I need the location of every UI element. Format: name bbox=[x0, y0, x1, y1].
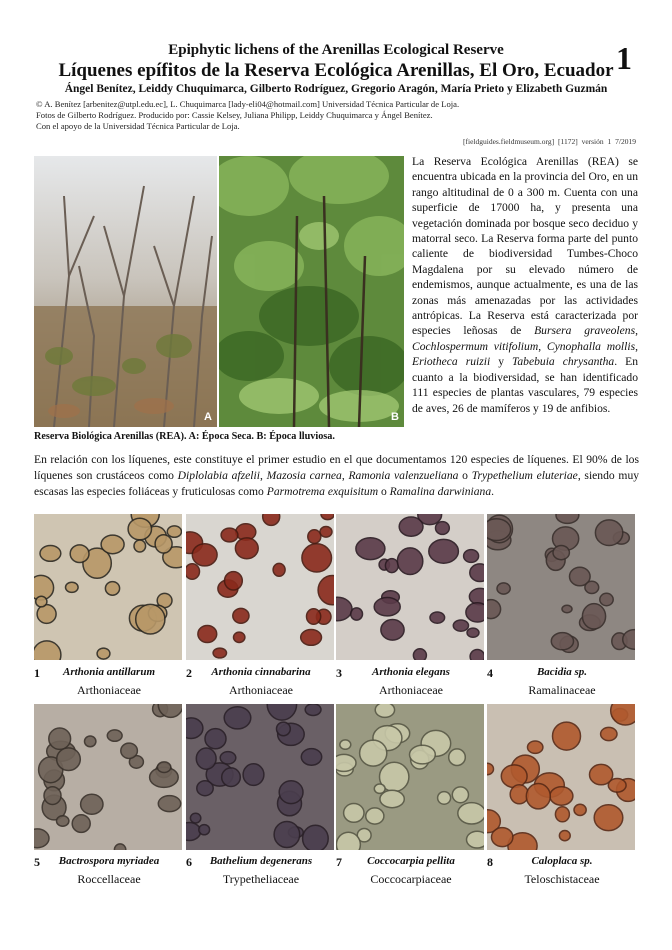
species-name: Bacidia sp. bbox=[536, 666, 588, 678]
credit-line-2: Fotos de Gilberto Rodríguez. Producido por: Cassie Kelsey, Juliana Philipp, Leiddy Chuquimarca y Ángel Benítez. bbox=[36, 110, 433, 120]
species-number: 7 bbox=[336, 855, 342, 869]
species-photo bbox=[487, 704, 635, 850]
species-photo bbox=[336, 514, 484, 660]
credit-line-1: © A. Benítez [arbenitez@utpl.edu.ec], L. Chuquimarca [lady-eli04@hotmail.com] Universidad Técnica Particular de Loja. bbox=[36, 99, 460, 109]
species-family: Teloschistaceae bbox=[524, 872, 600, 886]
species-photo bbox=[487, 514, 635, 660]
photo-label-b: B bbox=[391, 411, 399, 423]
species-family: Roccellaceae bbox=[77, 872, 141, 886]
ref-id: [1172] bbox=[557, 137, 578, 146]
species-family: Arthoniaceae bbox=[77, 683, 141, 697]
species-number: 8 bbox=[487, 855, 493, 869]
species-photo bbox=[34, 704, 182, 850]
species-photo bbox=[186, 514, 334, 660]
intro-paragraph: La Reserva Ecológica Arenillas (REA) se encuentra ubicada en la provincia del Oro, en un rango altitudinal de 0 a 300 m. Cuenta con una superficie de 17000 ha, y presenta una vegetación dominada por bosque seco deciduo y matorral seco. La Reserva forma parte del punto caliente de biodiversidad Tumbes-Choco Magdalena por su elevado número de endemismos, aunque actualmente, es una de las zonas más amenazadas por las actividades antrópicas. La Reserva está caracterizada por especies leñosas de Bursera graveolens, Cochlospermum vitifolium, Cynophalla mollis, Eriotheca ruizii y Tabebuia chrysantha. En cuanto a la biodiversidad, se han identificado 111 especies de plantas vasculares, 79 especies de aves, 26 de mamíferos y 19 de anfibios. bbox=[412, 155, 639, 415]
species-family: Coccocarpiaceae bbox=[370, 872, 452, 886]
species-photo bbox=[34, 514, 182, 660]
species-number: 4 bbox=[487, 666, 493, 680]
species-family: Ramalinaceae bbox=[528, 683, 596, 697]
species-number: 1 bbox=[34, 666, 40, 680]
habitat-photo-dry-season bbox=[34, 156, 217, 427]
photo-label-a: A bbox=[204, 411, 212, 423]
species-family: Trypetheliaceae bbox=[222, 872, 300, 886]
lichens-paragraph: En relación con los líquenes, este constituye el primer estudio en el que documentamos 120 especies de líquenes. El 90% de los líquenes son crustáceos como Diplolabia afzelii, Mazosia carnea, Ramonia valenzueliana o Trypethelium eluteriae, siendo muy escasas las especies foliáceas y fruticulosas como Parmotrema exquisitum o Ramalina darwiniana. bbox=[34, 453, 640, 498]
species-family: Arthoniaceae bbox=[229, 683, 293, 697]
ref-site: [fieldguides.fieldmuseum.org] bbox=[463, 137, 555, 146]
species-family: Arthoniaceae bbox=[379, 683, 443, 697]
page-number: 1 bbox=[616, 40, 632, 76]
species-photo bbox=[336, 704, 484, 850]
species-name: Coccocarpia pellita bbox=[367, 855, 455, 867]
habitat-caption: Reserva Biológica Arenillas (REA). A: Época Seca. B: Época lluviosa. bbox=[34, 431, 335, 442]
species-name: Arthonia cinnabarina bbox=[211, 666, 311, 678]
species-name: Caloplaca sp. bbox=[531, 855, 593, 867]
species-photo bbox=[186, 704, 334, 850]
title-english: Epiphytic lichens of the Arenillas Ecological Reserve bbox=[168, 42, 504, 58]
habitat-photo-rainy-season bbox=[219, 156, 404, 427]
species-number: 6 bbox=[186, 855, 192, 869]
species-number: 2 bbox=[186, 666, 192, 680]
reference-line bbox=[463, 137, 636, 146]
species-number: 5 bbox=[34, 855, 40, 869]
ref-date: 7/2019 bbox=[615, 137, 636, 146]
species-name: Bactrospora myriadea bbox=[58, 855, 160, 867]
ref-version: versión 1 bbox=[581, 137, 612, 146]
species-name: Arthonia antillarum bbox=[62, 666, 155, 678]
authors: Ángel Benítez, Leiddy Chuquimarca, Gilberto Rodríguez, Gregorio Aragón, María Prieto y Elizabeth Guzmán bbox=[64, 83, 608, 95]
species-name: Arthonia elegans bbox=[372, 666, 450, 678]
species-number: 3 bbox=[336, 666, 342, 680]
species-name: Bathelium degenerans bbox=[209, 855, 313, 867]
credit-line-3: Con el apoyo de la Universidad Técnica Particular de Loja. bbox=[36, 121, 240, 131]
title-spanish: Líquenes epífitos de la Reserva Ecológica Arenillas, El Oro, Ecuador bbox=[58, 60, 614, 81]
